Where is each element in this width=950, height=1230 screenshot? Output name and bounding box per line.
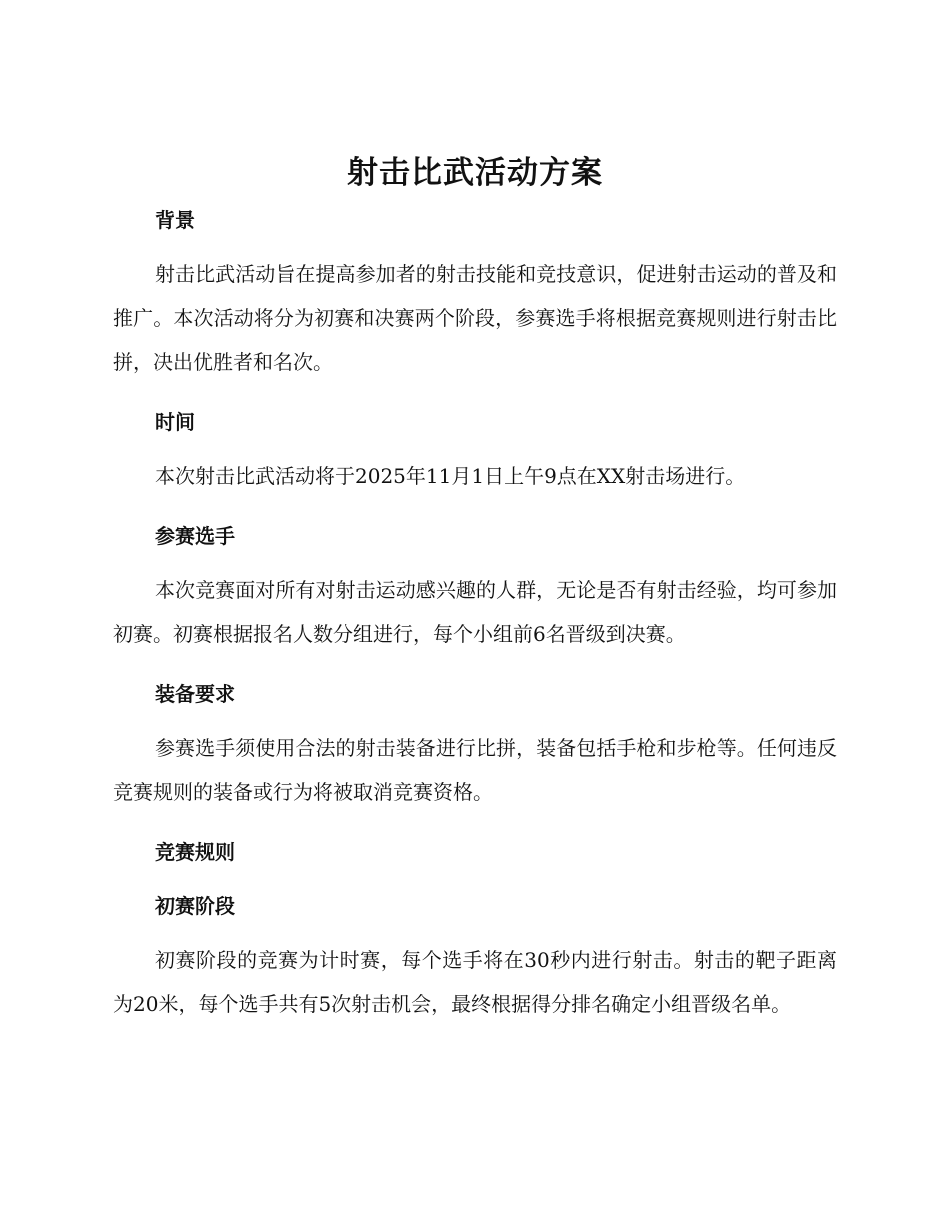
section-heading-preliminary: 初赛阶段	[155, 894, 235, 918]
spacer	[113, 498, 837, 520]
spacer	[113, 236, 837, 252]
section-heading-participants: 参赛选手	[155, 524, 235, 548]
spacer	[113, 438, 837, 454]
section-body-equipment: 参赛选手须使用合法的射击装备进行比拼，装备包括手枪和步枪等。任何违反竞赛规则的装备或行为将被取消竞赛资格。	[113, 736, 837, 804]
spacer	[113, 922, 837, 938]
document-title: 射击比武活动方案	[347, 155, 603, 191]
section-body-time: 本次射击比武活动将于2025年11月1日上午9点在XX射击场进行。	[155, 464, 746, 488]
section-heading-time: 时间	[155, 410, 195, 434]
section-body-participants: 本次竞赛面对所有对射击运动感兴趣的人群，无论是否有射击经验，均可参加初赛。初赛根据报名人数分组进行，每个小组前6名晋级到决赛。	[113, 578, 837, 646]
section-heading-rules: 竞赛规则	[155, 840, 235, 864]
section-heading-equipment: 装备要求	[155, 682, 235, 706]
section-heading-background: 背景	[155, 208, 195, 232]
spacer	[113, 656, 837, 678]
section-body-preliminary: 初赛阶段的竞赛为计时赛，每个选手将在30秒内进行射击。射击的靶子距离为20米，每个选手共有5次射击机会，最终根据得分排名确定小组晋级名单。	[113, 948, 837, 1016]
spacer	[113, 710, 837, 726]
spacer	[113, 868, 837, 890]
spacer	[113, 814, 837, 836]
section-body-background: 射击比武活动旨在提高参加者的射击技能和竞技意识，促进射击运动的普及和推广。本次活动将分为初赛和决赛两个阶段，参赛选手将根据竞赛规则进行射击比拼，决出优胜者和名次。	[113, 262, 837, 374]
spacer	[113, 384, 837, 406]
spacer	[113, 552, 837, 568]
